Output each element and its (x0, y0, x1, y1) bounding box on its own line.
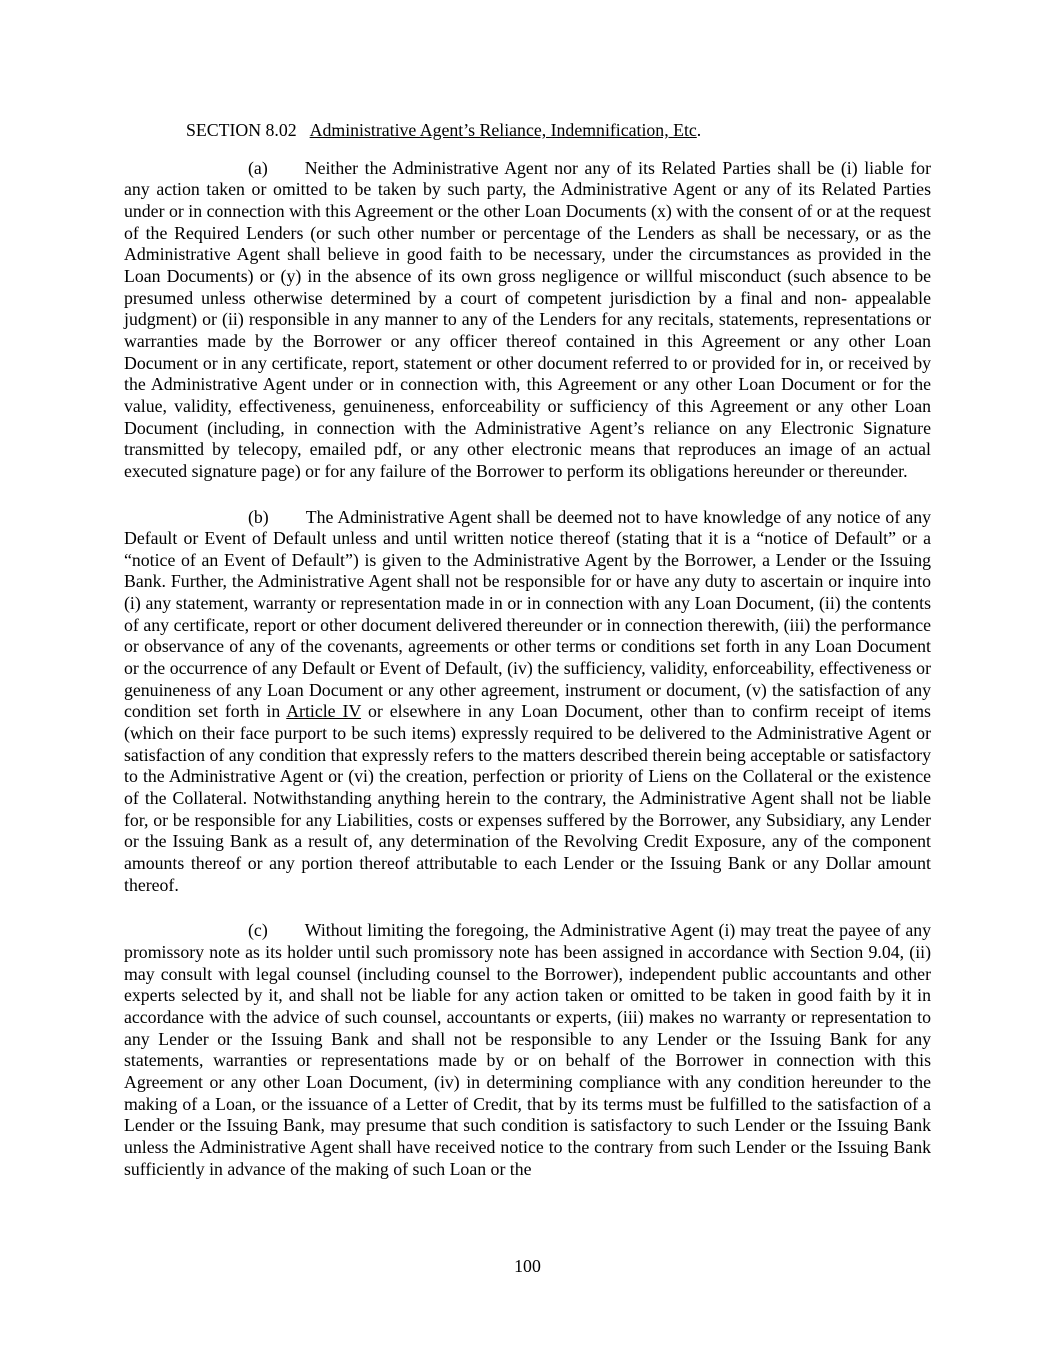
paragraph-text-segment: or elsewhere in any Loan Document, other than to confirm receipt of items (which on their face purport to be such items) expressly required to be delivered to the Administrative Agent or satisfaction of any condition that expressly refers to the matters described therein being acceptable or satisfactory to the Administrative Agent or (vi) the creation, perfection or priority of Liens on the Collateral or the existence of the Collateral. Notwithstanding anything herein to the contrary, the Administrative Agent shall not be liable for, or be responsible for any Liabilities, costs or expenses suffered by the Borrower, any Subsidiary, any Lender or the Issuing Bank as a result of, any determination of the Revolving Credit Exposure, any of the component amounts thereof or any portion thereof attributable to each Lender or the Issuing Bank or any Dollar amount thereof. (124, 701, 931, 895)
paragraph-b (124, 507, 931, 897)
section-heading (186, 120, 931, 142)
paragraph-label: (b) (248, 506, 269, 527)
paragraph-label: (a) (248, 157, 268, 178)
paragraph-label: (c) (248, 920, 268, 941)
section-title-period: . (696, 120, 702, 140)
paragraph-text-segment: Neither the Administrative Agent nor any of its Related Parties shall be (i) liable for any action taken or omitted to be taken by such party, the Administrative Agent or any of its Related Parties under or in connection with this Agreement or the other Loan Documents (x) with the consent of or at the request of the Required Lenders (or such other number or percentage of the Lenders as shall be necessary, or as the Administrative Agent shall believe in good faith to be necessary, under the circumstances as provided in the Loan Documents) or (y) in the absence of its own gross negligence or willful misconduct (such absence to be presumed unless otherwise determined by a court of competent jurisdiction by a final and non- appealable judgment) or (ii) responsible in any manner to any of the Lenders for any recitals, statements, representations or warranties made by the Borrower or any officer thereof contained in this Agreement or any other Loan Document or in any certificate, report, statement or other document referred to or provided for in, or received by the Administrative Agent under or in connection with, this Agreement or any other Loan Document or for the value, validity, effectiveness, genuineness, enforceability or sufficiency of this Agreement or any other Loan Document (including, in connection with the Administrative Agent’s reliance on any Electronic Signature transmitted by telecopy, emailed pdf, or any other electronic means that reproduces an image of an actual executed signature page) or for any failure of the Borrower to perform its obligations hereunder or thereunder. (124, 157, 931, 481)
section-number: SECTION 8.02 (186, 120, 297, 140)
cross-reference-underlined: Article IV (286, 701, 361, 722)
section-title: Administrative Agent’s Reliance, Indemnification, Etc (309, 120, 697, 140)
paragraph-c (124, 920, 931, 1180)
paragraph-text-segment: Without limiting the foregoing, the Administrative Agent (i) may treat the payee of any promissory note as its holder until such promissory note has been assigned in accordance with Section 9.04, (ii) may consult with legal counsel (including counsel to the Borrower), independent public accountants and other experts selected by it, and shall not be liable for any action taken or omitted to be taken in good faith by it in accordance with the advice of such counsel, accountants or experts, (iii) makes no warranty or representation to any Lender or the Issuing Bank and shall not be responsible to any Lender or the Issuing Bank for any statements, warranties or representations made by or on behalf of the Borrower in connection with this Agreement or any other Loan Document, (iv) in determining compliance with any condition hereunder to the making of a Loan, or the issuance of a Letter of Credit, that by its terms must be fulfilled to the satisfaction of a Lender or the Issuing Bank, may presume that such condition is satisfactory to such Lender or the Issuing Bank unless the Administrative Agent shall have received notice to the contrary from such Lender or the Issuing Bank sufficiently in advance of the making of such Loan or the (124, 920, 931, 1179)
paragraph-a (124, 158, 931, 483)
paragraph-text-segment: The Administrative Agent shall be deemed not to have knowledge of any notice of any Default or Event of Default unless and until written notice thereof (stating that it is a “notice of Default” or a “notice of an Event of Default”) is given to the Administrative Agent by the Borrower, a Lender or the Issuing Bank. Further, the Administrative Agent shall not be responsible for or have any duty to ascertain or inquire into (i) any statement, warranty or representation made in or in connection with any Loan Document, (ii) the contents of any certificate, report or other document delivered thereunder or in connection therewith, (iii) the performance or observance of any of the covenants, agreements or other terms or conditions set forth in any Loan Document or the occurrence of any Default or Event of Default, (iv) the sufficiency, validity, enforceability, effectiveness or genuineness of any Loan Document or any other agreement, instrument or document, (v) the satisfaction of any condition set forth in (124, 506, 931, 722)
page-number: 100 (514, 1256, 541, 1276)
